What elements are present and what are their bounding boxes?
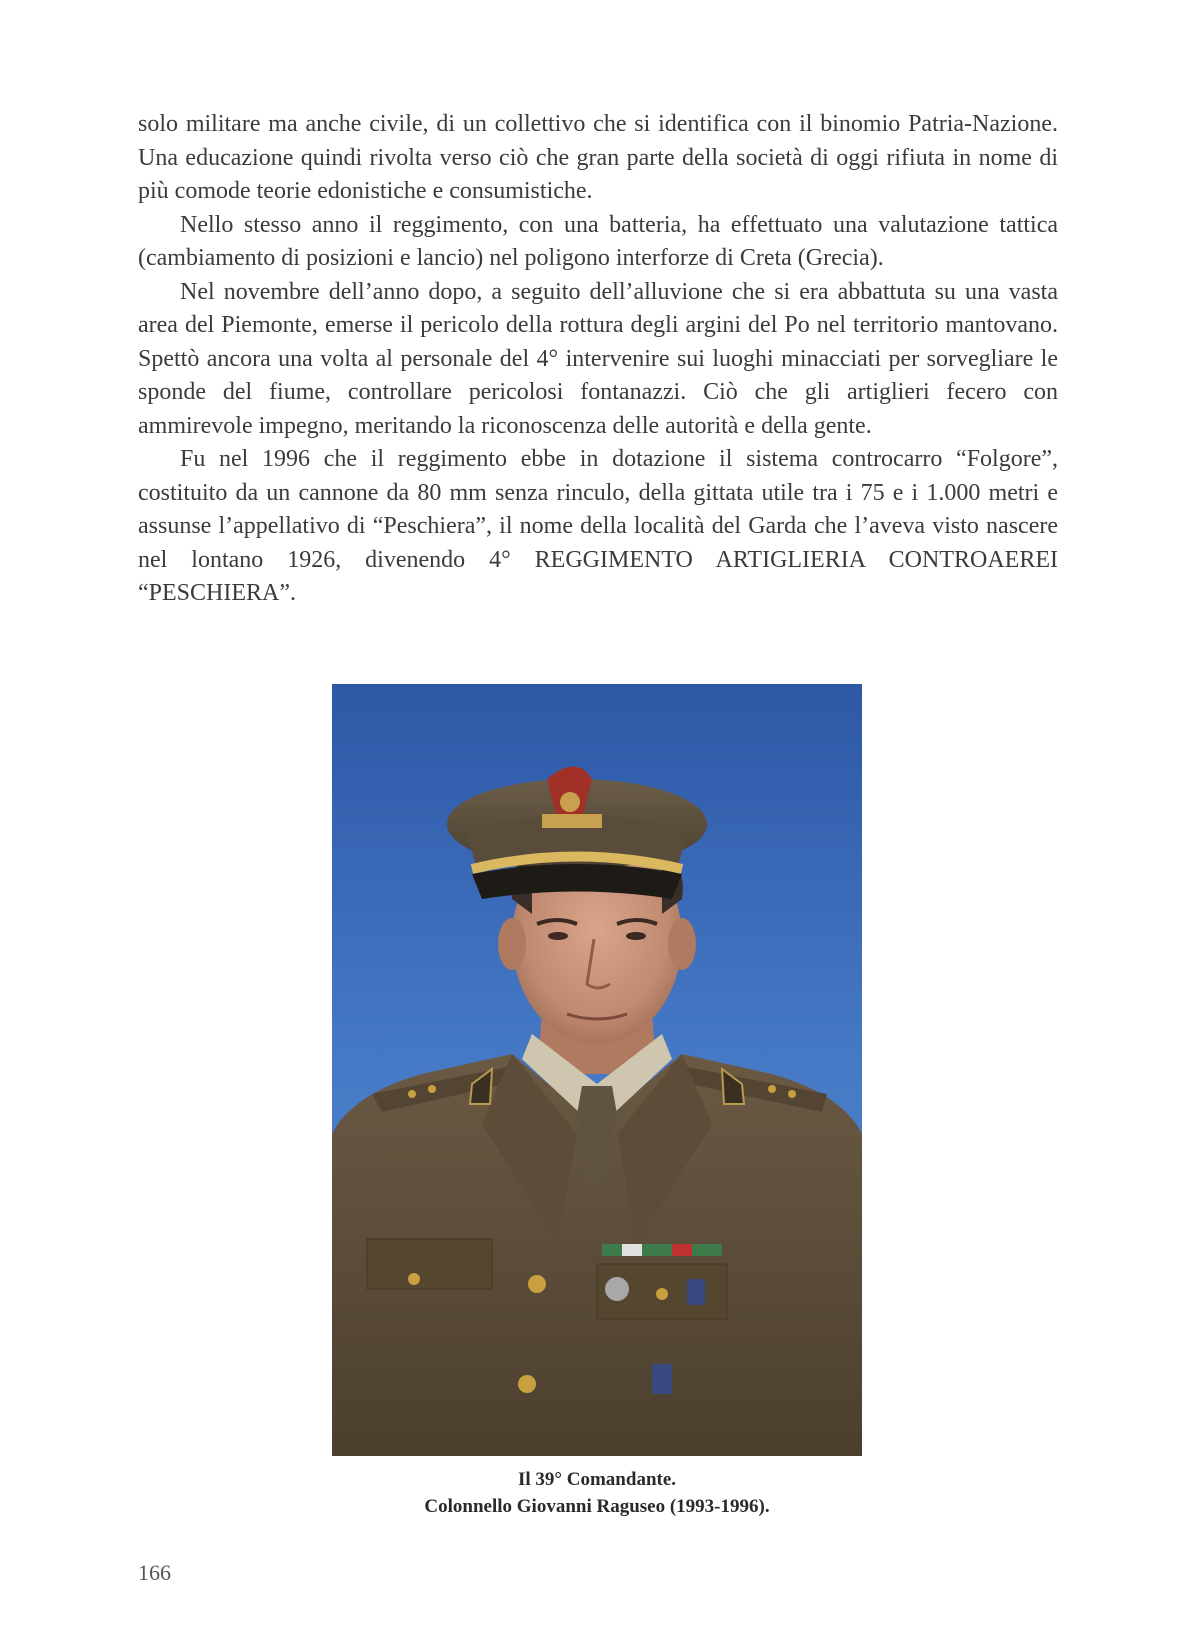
- paragraph-3: Nel novembre dell’anno dopo, a seguito dell’alluvione che si era abbattuta su una vasta area del Piemonte, emerse il pericolo della rottura degli argini del Po nel territorio mantovano. Spettò ancora una volta al personale del 4° intervenire sui luoghi minacciati per sorvegliare le sponde del fiume, controllare pericolosi fontanazzi. Ciò che gli artiglieri fecero con ammirevole impegno, meritando la riconoscenza delle autorità e della gente.: [138, 278, 1058, 439]
- paragraph-4: Fu nel 1996 che il reggimento ebbe in dotazione il sistema controcarro “Folgore”, costituito da un cannone da 80 mm senza rinculo, della gittata utile tra i 75 e i 1.000 metri e assunse l’appellativo di “Peschiera”, il nome della località del Garda che l’aveva visto nascere nel lontano 1926, divenendo 4° REGGIMENTO ARTIGLIERIA CONTROAEREI “PESCHIERA”.: [138, 446, 1058, 606]
- photo-caption: [332, 1466, 862, 1520]
- paragraph-2: Nello stesso anno il reggimento, con una batteria, ha effettuato una valutazione tattica (cambiamento di posizioni e lancio) nel poligono interforze di Creta (Grecia).: [138, 211, 1058, 271]
- page-number: 166: [138, 1560, 171, 1585]
- caption-line-2: Colonnello Giovanni Raguseo (1993-1996).: [424, 1496, 770, 1517]
- caption-line-1: Il 39° Comandante.: [517, 1469, 677, 1490]
- portrait-illustration: [332, 684, 862, 1456]
- body-text: [138, 108, 1058, 611]
- commander-portrait-photo: [332, 684, 862, 1456]
- paragraph-1: solo militare ma anche civile, di un collettivo che si identifica con il binomio Patria-Nazione. Una educazione quindi rivolta verso ciò che gran parte della società di oggi rifiuta in nome di più comode teorie edonistiche e consumistiche.: [138, 111, 1058, 204]
